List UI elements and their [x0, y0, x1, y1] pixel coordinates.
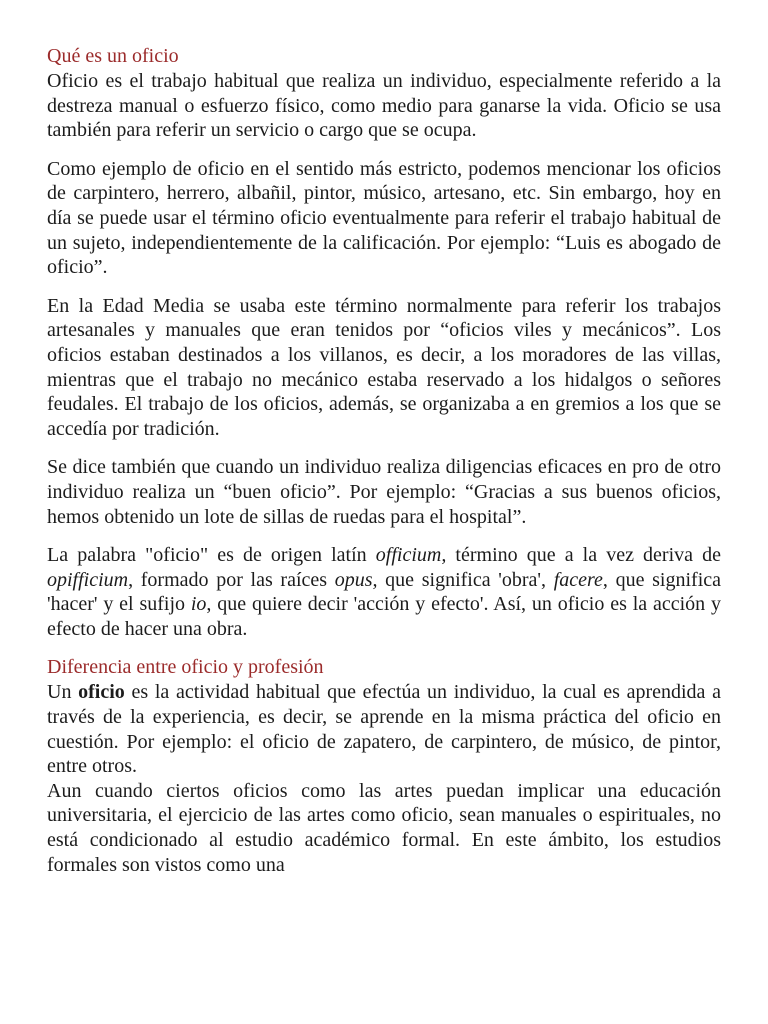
etymology-text-3: , formado por las raíces: [128, 568, 335, 591]
etymology-text-1: La palabra "oficio" es de origen latín: [47, 544, 376, 567]
etymology-term-facere: facere: [553, 568, 603, 591]
etymology-term-opifficium: opifficium: [47, 568, 129, 591]
etymology-text-4: que significa 'obra',: [377, 568, 554, 591]
etymology-text-5: , que significa 'hacer' y el sufijo: [47, 568, 722, 616]
paragraph-definition: Oficio es el trabajo habitual que realiza un individuo, especialmente referido a la destreza manual o esfuerzo físico, como medio para ganarse la vida. Oficio se usa también para referir un servicio o cargo que se ocupa.: [47, 70, 721, 142]
paragraph-oficio-definition: [47, 680, 721, 778]
etymology-text-2: término que a la vez deriva de: [446, 544, 721, 567]
section-heading-diferencia: Diferencia entre oficio y profesión: [47, 656, 324, 679]
section-heading-que-es-un-oficio: Qué es un oficio: [47, 45, 179, 67]
oficio-bold-term: oficio: [78, 681, 125, 704]
etymology-term-io: io: [190, 593, 207, 616]
paragraph-etymology: [47, 543, 721, 641]
etymology-text-6: , que quiere decir 'acción y efecto'. Así, un oficio es la acción y efecto de hacer una obra.: [47, 593, 722, 640]
oficio-text-2: es la actividad habitual que efectúa un individuo, la cual es aprendida a través de la experiencia, es decir, se aprende en la misma práctica del oficio en cuestión. Por ejemplo: el oficio de zapatero, de carpintero, de músico, de pintor, entre otros.: [47, 681, 721, 778]
paragraph-buen-oficio: Se dice también que cuando un individuo realiza diligencias eficaces en pro de otro individuo realiza un “buen oficio”. Por ejemplo: “Gracias a sus buenos oficios, hemos obtenido un lote de sillas de ruedas para el hospital”.: [47, 456, 721, 528]
etymology-term-officium: officium,: [375, 544, 447, 567]
oficio-text-1: Un: [47, 681, 79, 704]
paragraph-artes: Aun cuando ciertos oficios como las artes puedan implicar una educación universitaria, el ejercicio de las artes como oficio, sean manuales o espirituales, no está condicionado al estudio académico formal. En este ámbito, los estudios formales son vistos como una: [47, 779, 721, 876]
etymology-term-opus: opus,: [334, 568, 378, 591]
paragraph-examples: Como ejemplo de oficio en el sentido más estricto, podemos mencionar los oficios de carpintero, herrero, albañil, pintor, músico, artesano, etc. Sin embargo, hoy en día se puede usar el término oficio eventualmente para referir el trabajo habitual de un sujeto, independientemente de la calificación. Por ejemplo: “Luis es abogado de oficio”.: [47, 157, 721, 279]
paragraph-edad-media: En la Edad Media se usaba este término normalmente para referir los trabajos artesanales y manuales que eran tenidos por “oficios viles y mecánicos”. Los oficios estaban destinados a los villanos, es decir, a los moradores de las villas, mientras que el trabajo no mecánico estaba reservado a los hidalgos o señores feudales. El trabajo de los oficios, además, se organizaba a en gremios a los que se accedía por tradición.: [47, 294, 721, 440]
